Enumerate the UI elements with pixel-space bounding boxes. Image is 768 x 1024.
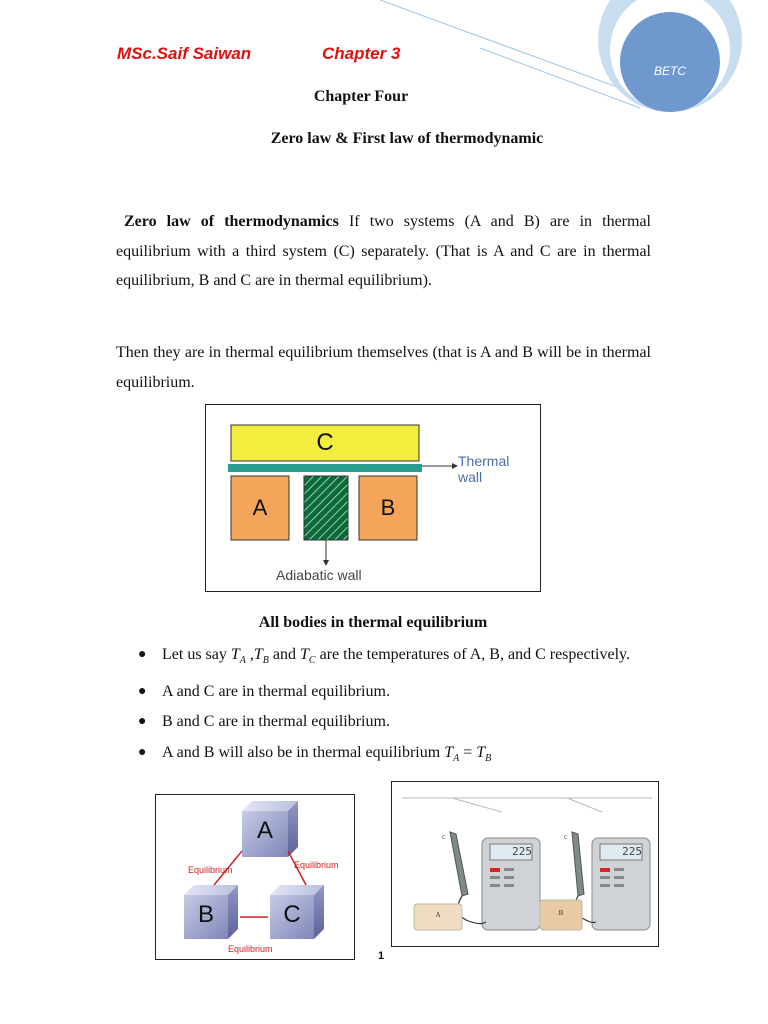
page-subtitle: Zero law & First law of thermodynamic: [270, 130, 544, 147]
zero-law-heading: Zero law of thermodynamics: [124, 213, 339, 230]
paragraph-zero-law: [116, 207, 651, 296]
display-right: 225: [622, 845, 642, 858]
paragraph-then: Then they are in thermal equilibrium themselves (that is A and B will be in thermal equilibrium.: [116, 344, 651, 391]
thread: [567, 798, 602, 812]
bullet-item: ● A and B will also be in thermal equilibrium $T_A = T_B$: [116, 738, 652, 774]
figure-cubes: [155, 794, 355, 960]
equilibrium-label-left: Equilibrium: [188, 865, 233, 875]
adiabatic-wall-block: [304, 476, 348, 540]
figure-thermal-wall: [205, 404, 541, 592]
figure-caption: All bodies in thermal equilibrium: [258, 614, 488, 631]
bullet-item: ● Let us say $T_A$ $,T_B$ and $T_C$ are the temperatures of A, B, and C respectively.: [116, 640, 652, 676]
bullet-item: ● A and C are in thermal equilibrium.: [116, 677, 652, 707]
bullet-icon: ●: [138, 647, 147, 662]
figure-thermometers-svg: [392, 782, 658, 946]
label-b: B: [380, 495, 396, 520]
figure-thermometers: [391, 781, 659, 947]
block-label-a: A: [435, 911, 441, 919]
thermal-wall-bar: [228, 464, 422, 472]
cube-label-b: B: [197, 901, 214, 928]
cube-label-a: A: [256, 817, 273, 844]
cube-label-c: C: [283, 901, 301, 928]
bullet-icon: ●: [138, 744, 147, 760]
zero-law-text: If two systems (A and B) are in thermal equilibrium with a third system (C) separately. (That is A and C are in thermal equilibrium, B and C are in thermal equilibrium).: [116, 213, 651, 289]
thread: [452, 798, 502, 812]
probe-label-left: c: [442, 832, 446, 841]
display-left: 225: [512, 845, 532, 858]
author-name: MSc.Saif Saiwan: [117, 44, 252, 63]
arrowhead-icon: [323, 560, 329, 566]
label-thermal-wall: Thermal wall: [458, 453, 510, 485]
probe-label-right: c: [564, 832, 568, 841]
bullet-item: ● B and C are in thermal equilibrium.: [116, 707, 652, 737]
chapter-title: Chapter Four: [313, 88, 409, 105]
bullet-list: [116, 640, 652, 773]
probe: [572, 832, 584, 896]
equilibrium-label-right: Equilibrium: [294, 860, 339, 870]
chapter-label: Chapter 3: [322, 44, 401, 63]
probe: [450, 832, 468, 896]
block-label-b: B: [558, 909, 564, 917]
logo-text: BETC: [653, 64, 686, 78]
meter-button: [600, 868, 610, 872]
bullet-icon: ●: [138, 714, 147, 730]
label-adiabatic-wall: Adiabatic wall: [276, 567, 362, 583]
label-a: A: [252, 495, 268, 520]
meter-button: [490, 868, 500, 872]
equilibrium-label-bottom: Equilibrium: [228, 944, 273, 954]
page-number: 1: [378, 950, 385, 962]
label-c: C: [316, 429, 334, 456]
bullet-icon: ●: [138, 683, 147, 699]
